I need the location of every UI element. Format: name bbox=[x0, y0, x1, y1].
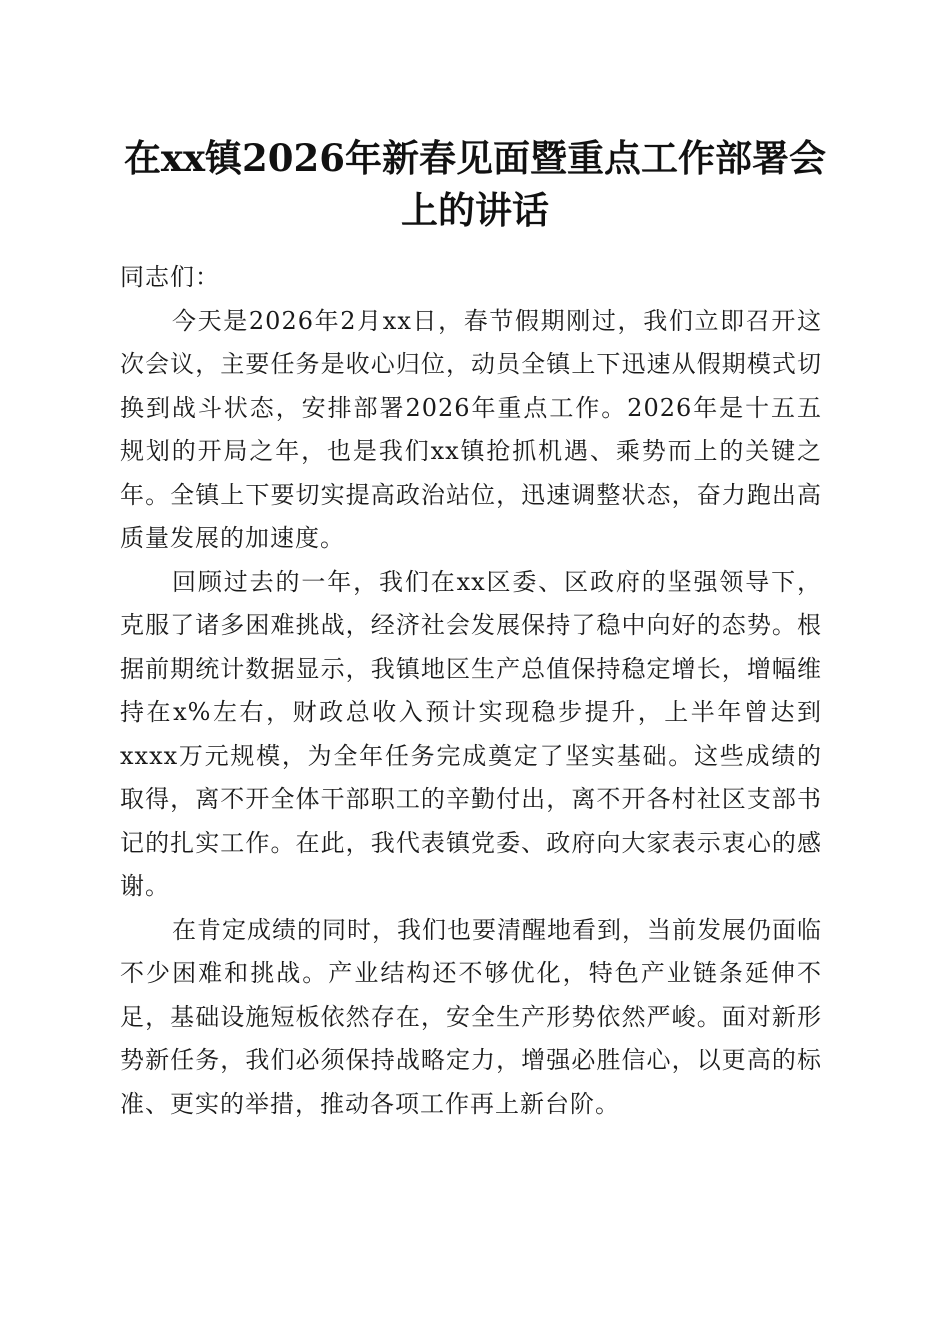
paragraph: 今天是2026年2月xx日，春节假期刚过，我们立即召开这次会议，主要任务是收心归位，动员全镇上下迅速从假期模式切换到战斗状态，安排部署2026年重点工作。2026年是十五五规划的开局之年，也是我们xx镇抢抓机遇、乘势而上的关键之年。全镇上下要切实提高政治站位，迅速调整状态，奋力跑出高质量发展的加速度。 bbox=[120, 306, 822, 552]
paragraph: 回顾过去的一年，我们在xx区委、区政府的坚强领导下，克服了诸多困难挑战，经济社会发展保持了稳中向好的态势。根据前期统计数据显示，我镇地区生产总值保持稳定增长，增幅维持在x%左右，财政总收入预计实现稳步提升，上半年曾达到xxxx万元规模，为全年任务完成奠定了坚实基础。这些成绩的取得，离不开全体干部职工的辛勤付出，离不开各村社区支部书记的扎实工作。在此，我代表镇党委、政府向大家表示衷心的感谢。 bbox=[120, 567, 822, 900]
document-title: 在xx镇2026年新春见面暨重点工作部署会上的讲话 bbox=[123, 136, 827, 232]
paragraph: 在肯定成绩的同时，我们也要清醒地看到，当前发展仍面临不少困难和挑战。产业结构还不够优化，特色产业链条延伸不足，基础设施短板依然存在，安全生产形势依然严峻。面对新形势新任务，我们必须保持战略定力，增强必胜信心，以更高的标准、更实的举措，推动各项工作再上新台阶。 bbox=[120, 915, 822, 1118]
document-body bbox=[120, 256, 822, 1126]
salutation: 同志们： bbox=[120, 263, 220, 291]
